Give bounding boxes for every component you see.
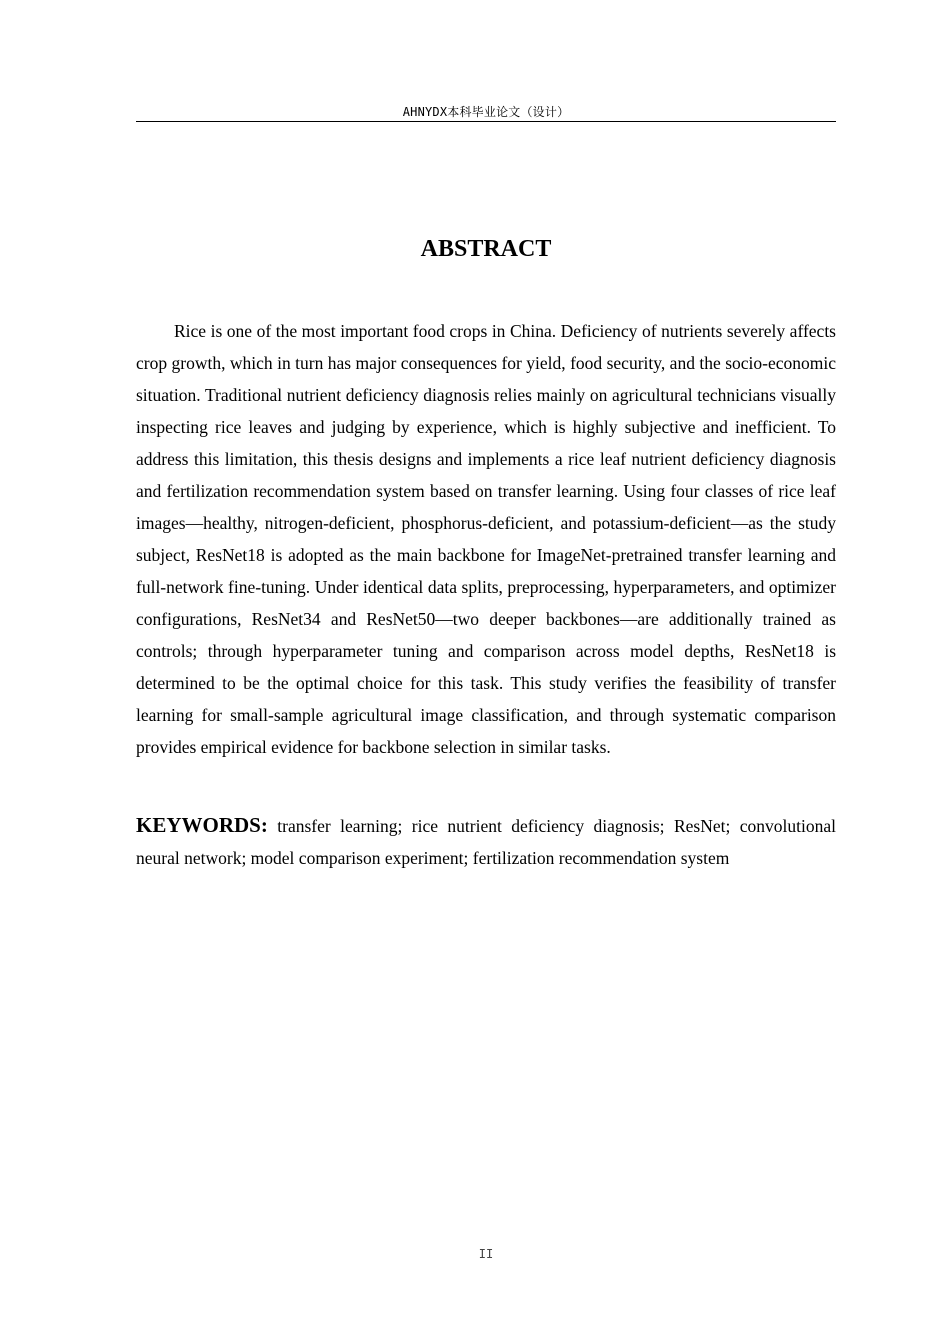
abstract-body: Rice is one of the most important food crops in China. Deficiency of nutrients severely affects crop growth, which in turn has major consequences for yield, food security, and the socio-economic situation. Traditional nutrient deficiency diagnosis relies mainly on agricultural technicians visually inspecting rice leaves and judging by experience, which is highly subjective and inefficient. To address this limitation, this thesis designs and implements a rice leaf nutrient deficiency diagnosis and fertilization recommendation system based on transfer learning. Using four classes of rice leaf images—healthy, nitrogen-deficient, phosphorus-deficient, and potassium-deficient—as the study subject, ResNet18 is adopted as the main backbone for ImageNet-pretrained transfer learning and full-network fine-tuning. Under identical data splits, preprocessing, hyperparameters, and optimizer configurations, ResNet34 and ResNet50—two deeper backbones—are additionally trained as controls; through hyperparameter tuning and comparison across model depths, ResNet18 is determined to be the optimal choice for this task. This study verifies the feasibility of transfer learning for small-sample agricultural image classification, and through systematic comparison provides empirical evidence for backbone selection in similar tasks. [136,321,836,757]
running-header: AHNYDX本科毕业论文（设计） [402,105,570,119]
keywords-text: transfer learning; rice nutrient deficiency diagnosis; ResNet; convolutional neural network; model comparison experiment; fertilization recommendation system [136,816,836,868]
header-rule [136,121,836,122]
page-number: II [478,1247,494,1261]
abstract-title: ABSTRACT [420,236,552,262]
keywords-label: KEYWORDS: [136,813,268,837]
keywords-paragraph [136,809,836,874]
